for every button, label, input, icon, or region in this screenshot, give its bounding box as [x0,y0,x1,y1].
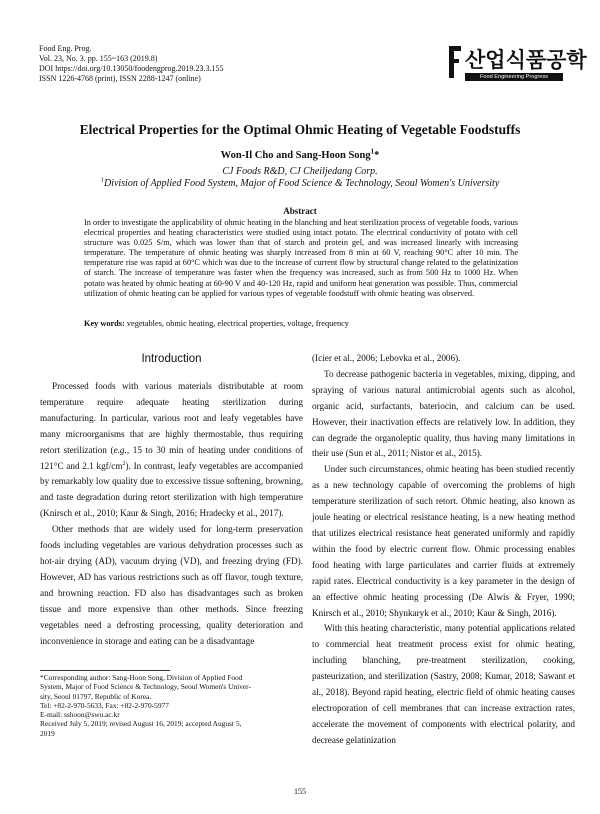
logo-mark-icon [449,46,461,78]
intro-paragraph-5: With this heating characteristic, many potential applications related to commercial heat treatment process exist for ohmic heating, including blanching, pre-treatment sterilization, cooking, pasteurization, and sterilization (Sastry, 2008; Kumar, 2018; Sawant et al., 2018). Beyond rapid heating, electric field of ohmic heating causes electroporation of cell membranes that can increase extraction rates, accelerate the movement of components with electrical polarity, and decrease gelatinization [312,623,575,745]
keywords-label: Key words: [84,319,125,328]
intro-paragraph-continued: (Icier et al., 2006; Lebovka et al., 2006). [312,353,461,363]
journal-doi: DOI https://doi.org/10.13050/foodengprog.2019.23.3.155 [39,64,224,73]
left-column [40,379,303,649]
keywords [84,319,518,328]
affiliation-2-text: Division of Applied Food System, Major of Food Science & Technology, Seoul Women's University [103,178,500,189]
keywords-list: vegetables, ohmic heating, electrical properties, voltage, frequency [126,319,349,328]
abstract-text: In order to investigate the applicability of ohmic heating in the blanching and heat sterilization process of vegetable foods, various electrical properties and heating characteristics were studied using intact potato. The electrical conductivity of potato with cell structure was 0.025 S/m, which was lower than that of starch and protein gel, and was increased linearly with increasing temperature. The temperature of ohmic heating was sharply increased from 8 min at 60 V, reaching 90°C after 10 min. The temperature rise was rapid at 60°C which was due to the increase of current flow by structural change related to the gelatinization of starch. The increase of temperature was faster when the frequency was increased, such as from 500 Hz to 1000 Hz. When potato was heated by ohmic heating at 60-90 V and 40-120 Hz, rapid and uniform heat generation was possible. Thus, commercial utilization of ohmic heating can be applied for various types of vegetable foodstuff with ohmic heating was observed. [84,218,518,298]
corresponding-email[interactable]: E-mail: sshoon@swu.ac.kr [40,710,120,720]
intro-paragraph-1: Processed foods with various materials distributable at room temperature require adequate heating sterilization during manufacturing. In particular, various root and leafy vegetables have many microorganisms that are highly thermostable, thus requiring retort sterilization (e.g., 15 to 30 min of heating under conditions of 121°C and 2.1 kgf/$cm^2$). In contrast, leafy vegetables are accompanied by remarkably low quality due to excessive tissue softening, browning, and taste degradation during retort sterilization with high temperature (Knirsch et al., 2010; Kaur & Singh, 2016; Hradecky et al., 2017). [40,381,304,519]
journal-logo [449,44,587,92]
author-affiliation-mark: 1 [370,148,375,156]
journal-volume: Vol. 23, No. 3. pp. 155~163 (2019.8) [39,54,158,63]
abstract-heading: Abstract [283,206,317,216]
right-column [312,351,575,749]
article-authors [0,150,600,161]
intro-paragraph-2: Other methods that are widely used for long-term preservation foods including vegetables are various dehydration processes such as hot-air drying (AD), vacuum drying (VD), and freezing drying (FD). However, AD has various restrictions such as off flavor, tough texture, and browning reaction. FD also has disadvantages such as broken tissue and more expensive than other methods. Since freezing vegetables need a defrosting processing, quality deterioration and inconvenience in storage and eating can be a disadvantage [40,524,303,646]
article-title: Electrical Properties for the Optimal Ohmic Heating of Vegetable Foodstuffs [79,122,521,137]
affiliation-1: CJ Foods R&D, CJ Cheiljedang Corp. [222,166,378,177]
intro-paragraph-3: To decrease pathogenic bacteria in vegetables, mixing, dipping, and spraying of various natural antimicrobial agents such as alcohol, organic acid, surfactants, bateriocin, and calcium can be used. However, their inactivation effects are relatively low. In addition, they can degrade the organoleptic quality, thus having many limitations in their use (Sun et al., 2011; Nistor et al., 2015). [312,368,575,459]
journal-name: Food Eng. Prog. [39,44,92,53]
author-names: Won-Il Cho and Sang-Hoon Song [220,150,371,161]
intro-paragraph-4: Under such circumstances, ohmic heating has been studied recently as a new technology capable of overcoming the problems of high temperature sterilization of such retort. Ohmic heating, also known as joule heating or electrical resistance heating, is a new heating method that utilizes electrical resistance heat generated uniformly and rapidly within the food by electric current flow. Ohmic processing enables food heating with large particulates and carrier fluids at extremely rapid rates. Electrical conductivity is a key parameter in the design of an effective ohmic heating processing (De Alwis & Fryer, 1990; Knirsch et al., 2010; Shynkaryk et al., 2010; Kaur & Singh, 2016). [312,464,575,618]
affiliation-2-mark: 1 [100,176,104,184]
footnote: *Corresponding author: Sang-Hoon Song, Division of Applied Food System, Major of Food Science & Technology, Seoul Women's Univer- sity, Seoul 01797, Republic of Korea. Tel: +82-2-970-5633, Fax: +82-2-970-5977 E-mail: sshoon@swu.ac.kr Received July 5, 2019; revised August 16, 2019; accepted August 5, 2019 [40,673,303,738]
footnote-divider [40,670,170,671]
page-number: 155 [294,787,306,796]
logo-subtitle: Food Engineering Progress [465,73,563,81]
affiliation-2 [0,178,600,189]
corresponding-mark: * [374,150,380,161]
journal-header [39,44,224,84]
logo-text: 산업식품공학 [465,48,587,72]
journal-issn: ISSN 1226-4768 (print), ISSN 2288-1247 (online) [39,74,201,83]
section-title-introduction: Introduction [141,353,202,365]
